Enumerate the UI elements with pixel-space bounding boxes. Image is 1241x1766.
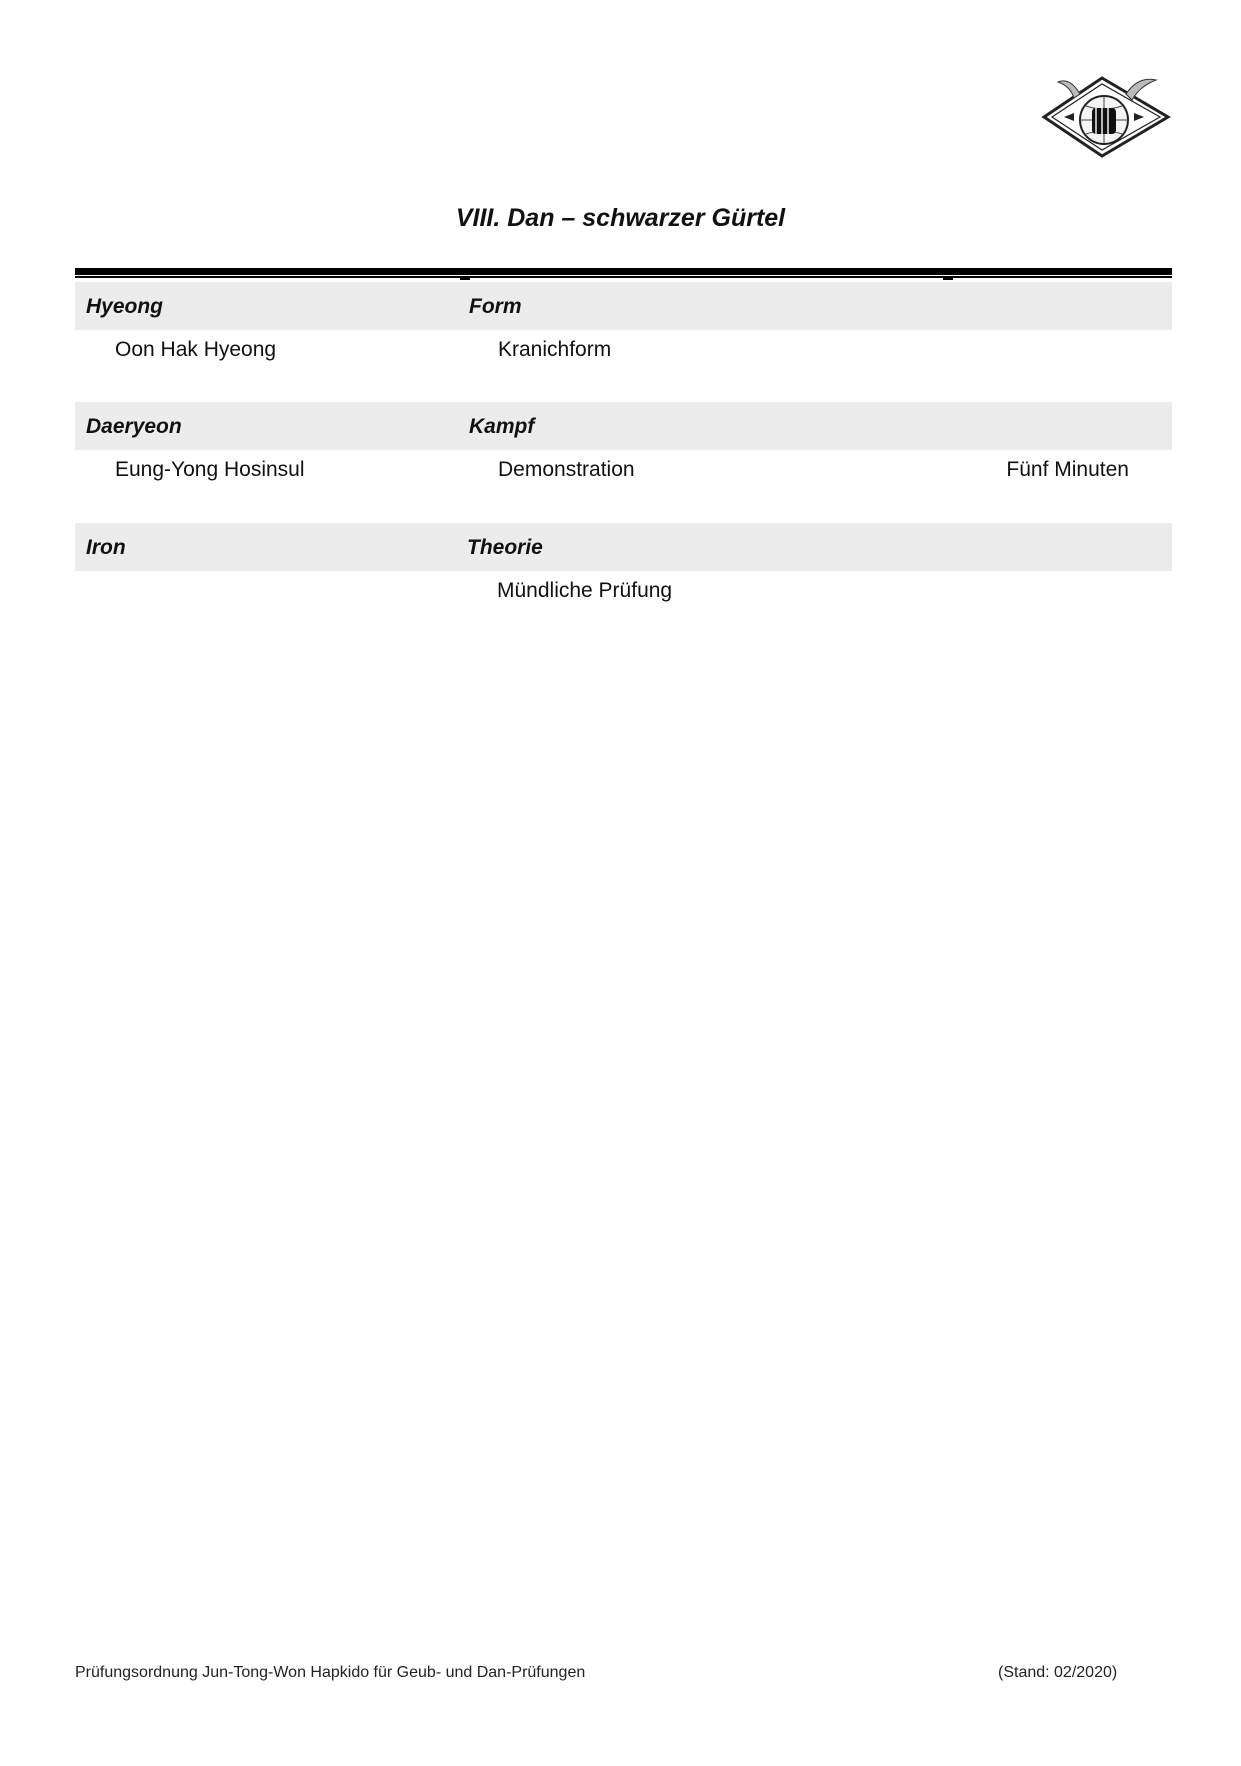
left-value: Oon Hak Hyeong: [115, 338, 277, 361]
right-value: Mündliche Prüfung: [497, 579, 673, 602]
section-header-band: [75, 282, 1172, 330]
header-rule-thin: [75, 276, 1172, 278]
header-rule: [75, 268, 1172, 275]
section-header-band: [75, 523, 1172, 571]
left-header: Iron: [86, 536, 126, 559]
section-header-band: [75, 402, 1172, 450]
section-row: [75, 450, 1172, 498]
left-value: Eung-Yong Hosinsul: [115, 458, 305, 481]
right-value: Demonstration: [498, 458, 635, 481]
extra-value: Fünf Minuten: [1006, 458, 1129, 481]
right-header: Form: [469, 295, 522, 318]
left-header: Hyeong: [86, 295, 164, 318]
rule-tick: [460, 277, 470, 280]
page-title: VIII. Dan – schwarzer Gürtel: [455, 204, 786, 232]
right-value: Kranichform: [498, 338, 612, 361]
section-row: [75, 571, 1172, 619]
left-header: Daeryeon: [86, 415, 182, 438]
section-daeryeon: [75, 402, 1172, 498]
right-header: Kampf: [469, 415, 535, 438]
section-iron: [75, 523, 1172, 619]
right-header: Theorie: [467, 536, 543, 559]
footer-document-title: Prüfungsordnung Jun-Tong-Won Hapkido für Geub- und Dan-Prüfungen: [75, 1664, 586, 1681]
rule-tick: [943, 277, 953, 280]
section-row: [75, 330, 1172, 378]
jun-tong-won-emblem-icon: [1040, 72, 1172, 162]
section-hyeong: [75, 282, 1172, 378]
footer-version: (Stand: 02/2020): [998, 1664, 1118, 1681]
